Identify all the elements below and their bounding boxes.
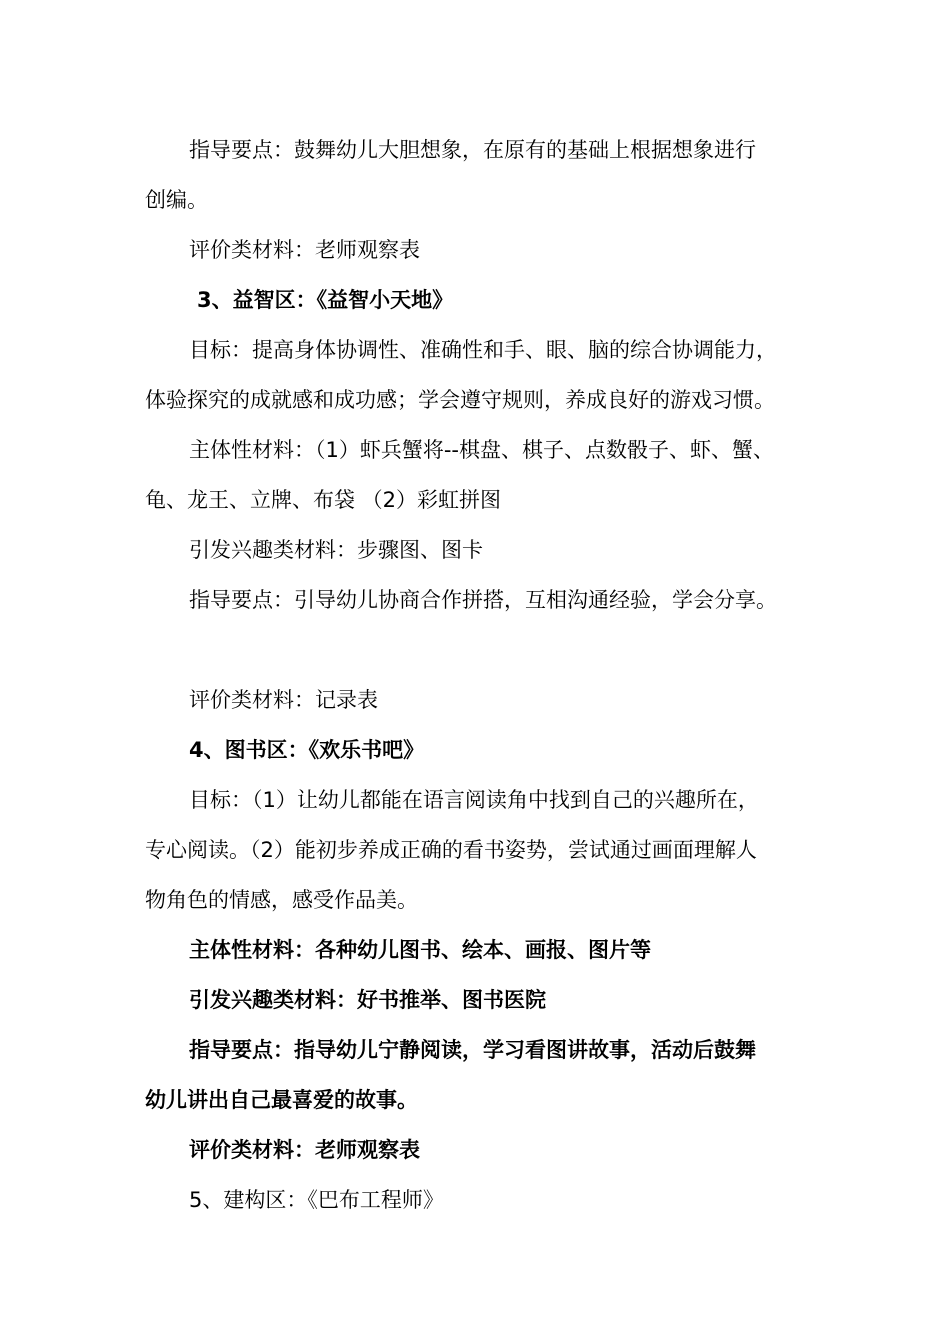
text-line: 龟、龙王、立牌、布袋 （2）彩虹拼图 xyxy=(145,488,502,512)
text-line: 引发兴趣类材料：步骤图、图卡 xyxy=(189,538,483,562)
text-line: 指导要点：鼓舞幼儿大胆想象，在原有的基础上根据想象进行 xyxy=(189,138,756,162)
text-line: 指导要点：引导幼儿协商合作拼搭，互相沟通经验，学会分享。 xyxy=(189,588,777,612)
section-heading: 4、图书区：《欢乐书吧》 xyxy=(189,738,425,762)
text-line: 目标：（1）让幼儿都能在语言阅读角中找到自己的兴趣所在， xyxy=(189,788,759,812)
text-line: 指导要点：指导幼儿宁静阅读，学习看图讲故事，活动后鼓舞 xyxy=(189,1038,756,1062)
section-heading: 5、建构区：《巴布工程师》 xyxy=(189,1188,444,1212)
text-line: 物角色的情感，感受作品美。 xyxy=(145,888,418,912)
text-line: 主体性材料：（1）虾兵蟹将--棋盘、棋子、点数骰子、虾、蟹、 xyxy=(189,438,775,462)
text-line: 目标：提高身体协调性、准确性和手、眼、脑的综合协调能力， xyxy=(189,338,777,362)
section-heading: 3、益智区：《益智小天地》 xyxy=(197,288,454,312)
text-line: 创编。 xyxy=(145,188,208,212)
text-line: 主体性材料：各种幼儿图书、绘本、画报、图片等 xyxy=(189,938,651,962)
text-line: 评价类材料：老师观察表 xyxy=(189,238,420,262)
text-line: 幼儿讲出自己最喜爱的故事。 xyxy=(145,1088,418,1112)
text-line: 体验探究的成就感和成功感；学会遵守规则，养成良好的游戏习惯。 xyxy=(145,388,775,412)
text-line: 评价类材料：老师观察表 xyxy=(189,1138,420,1162)
text-line: 评价类材料：记录表 xyxy=(189,688,378,712)
text-line: 引发兴趣类材料：好书推举、图书医院 xyxy=(189,988,546,1012)
text-line: 专心阅读。（2）能初步养成正确的看书姿势，尝试通过画面理解人 xyxy=(145,838,757,862)
